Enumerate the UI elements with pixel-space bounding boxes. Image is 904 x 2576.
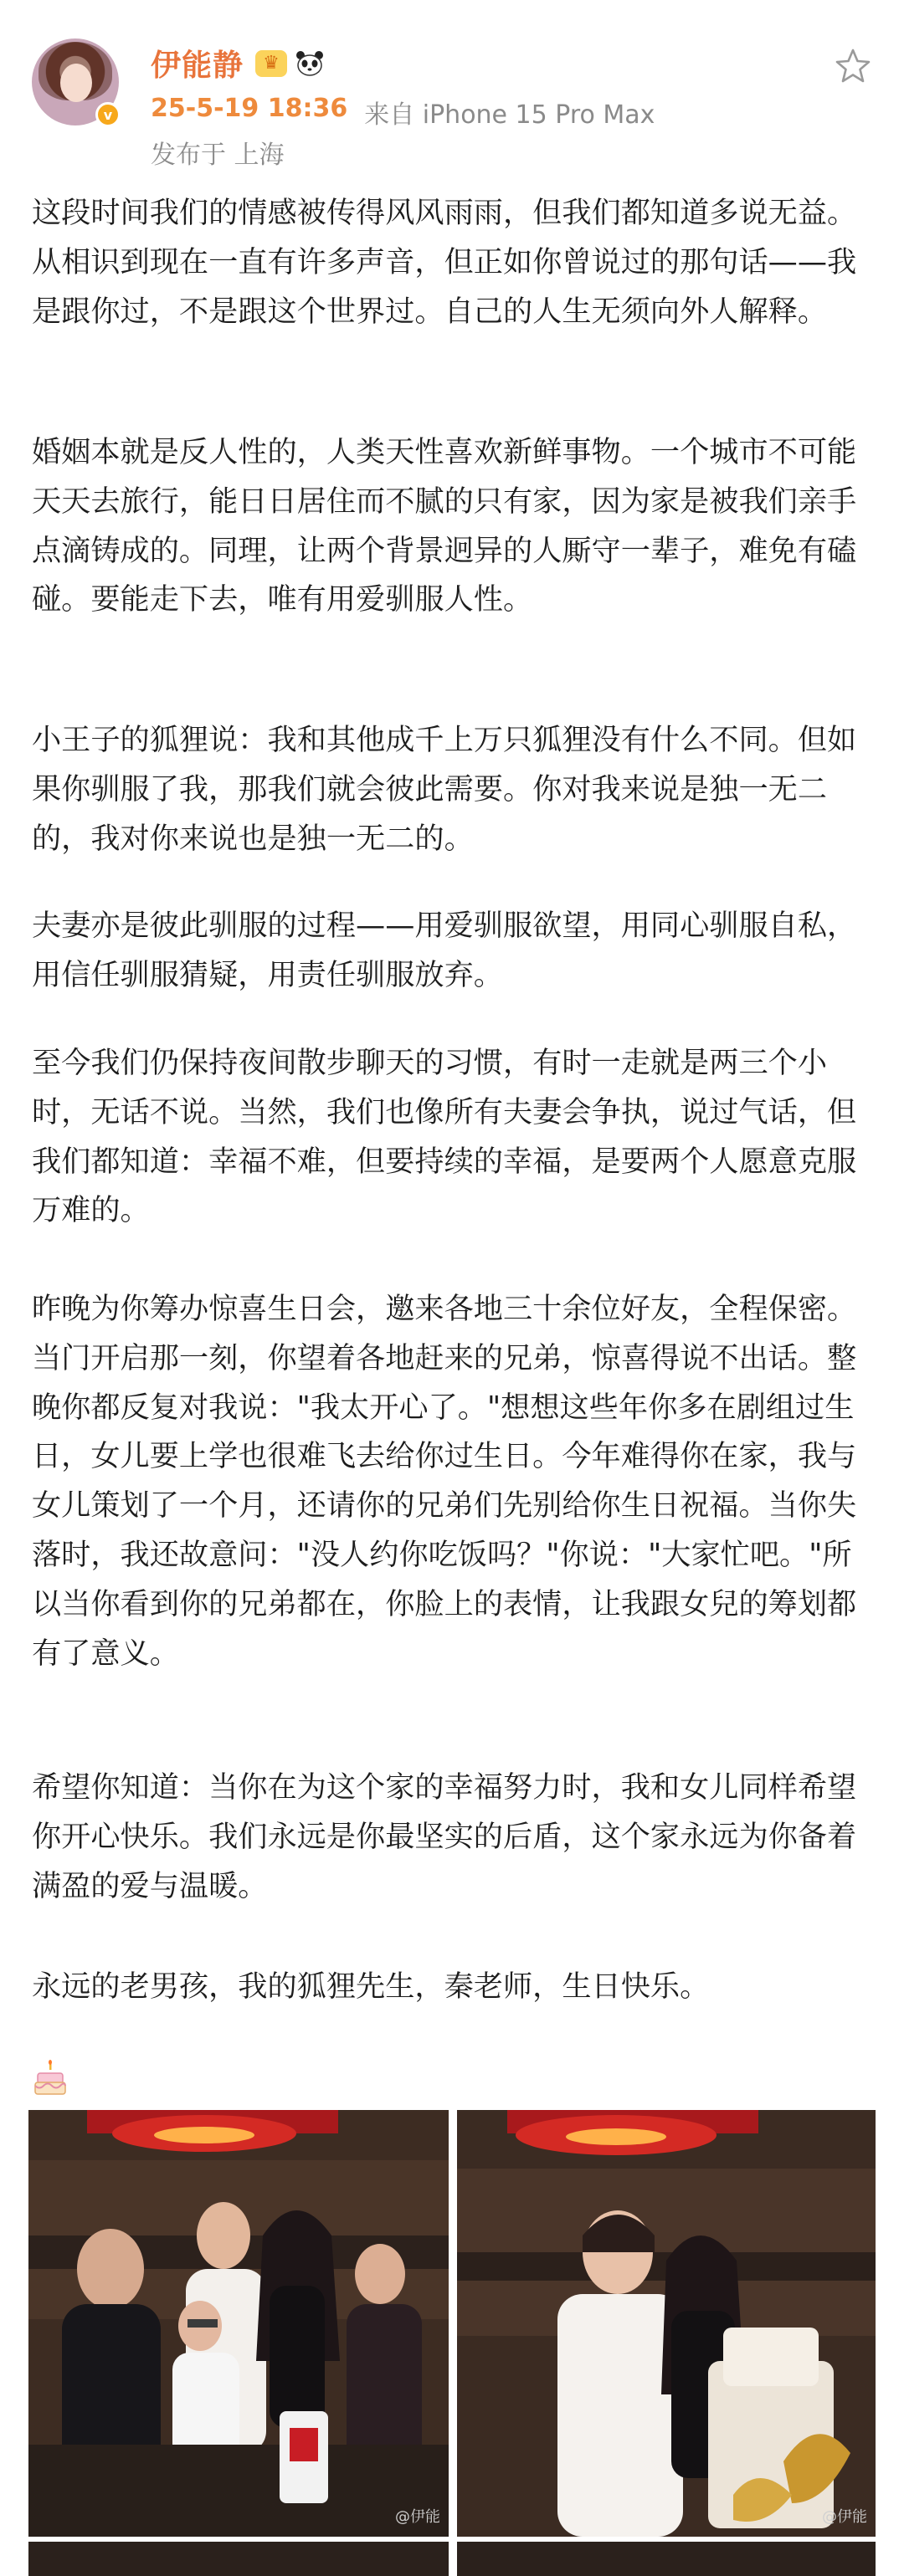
- paragraph-7: 希望你知道：当你在为这个家的幸福努力时，我和女儿同样希望你开心快乐。我们永远是你最坚实的后盾，这个家永远为你备着满盈的爱与温暖。: [32, 1770, 857, 1903]
- post-device: 来自 iPhone 15 Pro Max: [364, 100, 655, 130]
- post-meta: [151, 94, 655, 131]
- paragraph-4: 夫妻亦是彼此驯服的过程——用爱驯服欲望，用同心驯服自私，用信任驯服猜疑，用责任驯服放弃。: [32, 909, 857, 992]
- post-location: 发布于 上海: [151, 141, 285, 170]
- photo-watermark: @伊能: [395, 2508, 440, 2526]
- paragraph-1: 这段时间我们的情感被传得风风雨雨，但我们都知道多说无益。从相识到现在一直有许多声音，但正如你曾说过的那句话——我是跟你过，不是跟这个世界过。自己的人生无须向外人解释。: [32, 196, 857, 329]
- photo-2[interactable]: [457, 2110, 876, 2537]
- paragraph-6: 昨晚为你筹办惊喜生日会，邀来各地三十余位好友，全程保密。当门开启那一刻，你望着各地赶来的兄弟，惊喜得说不出话。整晚你都反复对我说："我太开心了。"想想这些年你多在剧组过生日，女儿要上学也很难飞去给你过生日。今年难得你在家，我与女儿策划了一个月，还请你的兄弟们先别给你生日祝福。当你失落时，我还故意问："没人约你吃饭吗？"你说："大家忙吧。"所以当你看到你的兄弟都在，你脸上的表情，让我跟女兒的筹划都有了意义。: [32, 1292, 857, 1671]
- paragraph-3: 小王子的狐狸说：我和其他成千上万只狐狸没有什么不同。但如果你驯服了我，那我们就会彼此需要。你对我来说是独一无二的，我对你来说也是独一无二的。: [32, 723, 857, 856]
- photo-4-edge[interactable]: [457, 2542, 876, 2576]
- author-row: [151, 42, 326, 85]
- star-icon[interactable]: [834, 47, 872, 85]
- paragraph-8: 永远的老男孩，我的狐狸先生，秦老师，生日快乐。: [32, 1969, 710, 2004]
- author-name[interactable]: 伊能静: [151, 49, 244, 83]
- paragraph-5: 至今我们仍保持夜间散步聊天的习惯，有时一走就是两三个小时，无话不说。当然，我们也像所有夫妻会争执，说过气话，但我们都知道：幸福不难，但要持续的幸福，是要两个人愿意克服万难的。: [32, 1046, 857, 1228]
- photo-1[interactable]: [28, 2110, 449, 2537]
- post-header: [0, 0, 904, 176]
- cake-icon: [33, 2060, 67, 2097]
- post-time[interactable]: 25-5-19 18:36: [151, 94, 348, 123]
- paragraph-2: 婚姻本就是反人性的，人类天性喜欢新鲜事物。一个城市不可能天天去旅行，能日日居住而不腻的只有家，因为家是被我们亲手点滴铸成的。同理，让两个背景迥异的人厮守一辈子，难免有磕碰。要能走下去，唯有用爱驯服人性。: [32, 435, 857, 617]
- photo-3-edge[interactable]: [28, 2542, 449, 2576]
- verified-badge-icon: v: [95, 102, 121, 127]
- photo-watermark: @伊能: [822, 2508, 867, 2526]
- avatar-face: [60, 64, 92, 102]
- panda-icon: [294, 49, 326, 79]
- crown-icon: ♛: [255, 50, 287, 77]
